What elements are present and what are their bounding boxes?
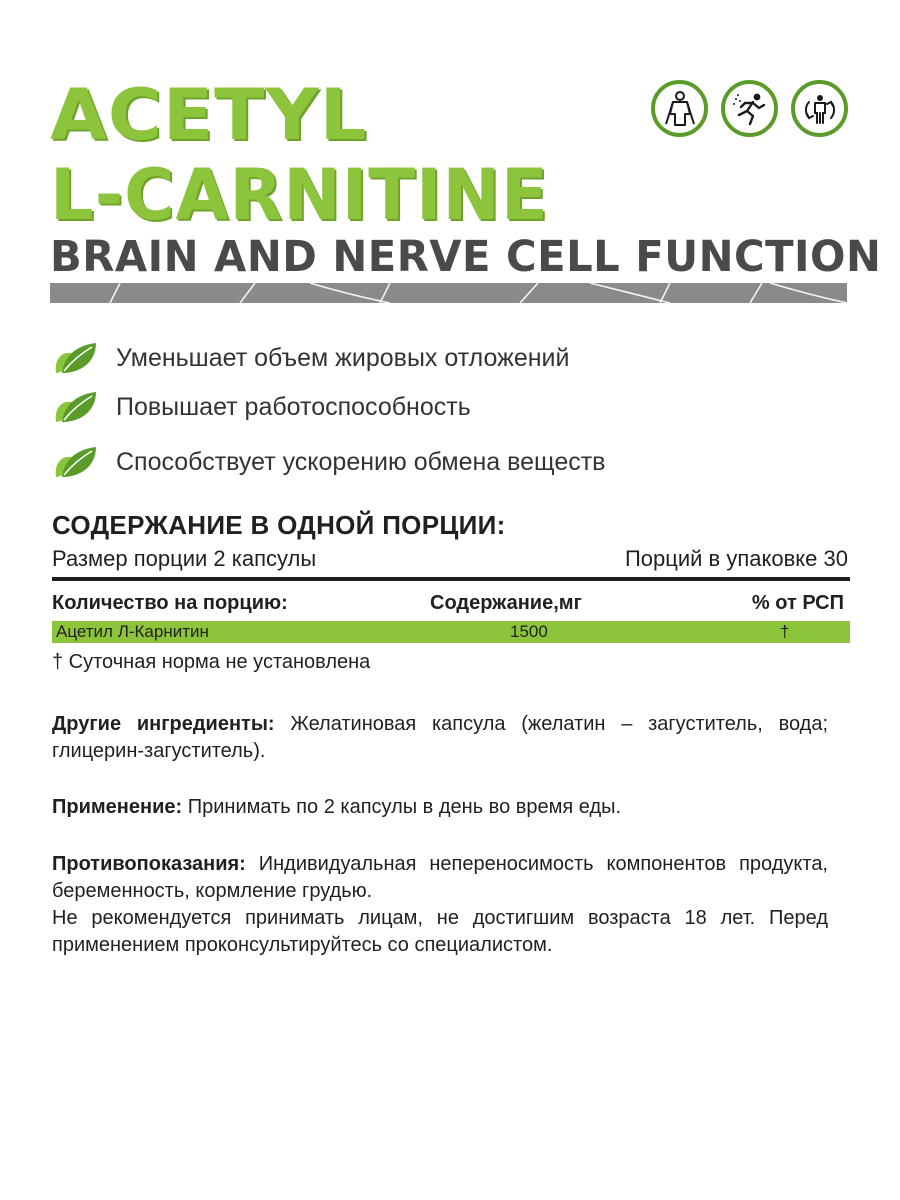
other-ingredients (52, 711, 828, 765)
leaf-icon (52, 388, 100, 426)
product-title-line1: ACETYL (50, 74, 368, 156)
runner-icon (721, 80, 778, 137)
facts-table-header (52, 592, 850, 620)
superhero-icon (651, 80, 708, 137)
facts-section-title: СОДЕРЖАНИЕ В ОДНОЙ ПОРЦИИ: (52, 510, 506, 540)
contraindications-text: Индивидуальная непереносимость компонентов продукта, беременность, кормление грудью. (52, 853, 828, 902)
dv-footnote: † Суточная норма не установлена (52, 651, 371, 673)
ingredient-dv: † (780, 622, 790, 641)
column-header-amount-per-serving: Количество на порцию: (52, 592, 288, 614)
servings-per-pack: Порций в упаковке 30 (624, 546, 848, 571)
table-row (52, 621, 850, 643)
serving-size: Размер порции 2 капсулы (52, 546, 317, 571)
other-ingredients-text: Желатиновая капсула (желатин – загуститель, вода; глицерин-загуститель). (52, 713, 829, 762)
leaf-icon (52, 339, 100, 377)
benefit-item (52, 388, 471, 426)
product-subtitle: BRAIN AND NERVE CELL FUNCTION (50, 232, 882, 282)
product-title-line2: L-CARNITINE (50, 154, 549, 236)
other-ingredients-label: Другие ингредиенты: (52, 713, 275, 735)
divider (52, 577, 850, 581)
ingredient-name: Ацетил Л-Карнитин (56, 622, 209, 641)
benefit-item (52, 339, 569, 377)
usage-text: Принимать по 2 капсулы в день во время еды. (182, 796, 622, 818)
serving-info (52, 546, 848, 572)
feature-icons (651, 80, 848, 137)
age-warning: Не рекомендуется принимать лицам, не достигшим возраста 18 лет. Перед применением проконсультируйтесь со специалистом. (52, 907, 828, 956)
benefit-text: Уменьшает объем жировых отложений (116, 343, 570, 372)
benefit-text: Повышает работоспособность (116, 392, 471, 421)
contraindications-label: Противопоказания: (52, 853, 246, 875)
usage-label: Применение: (52, 796, 183, 818)
benefit-item (52, 443, 605, 481)
body-recomposition-icon (791, 80, 848, 137)
decorative-stripe (50, 283, 847, 303)
ingredient-amount: 1500 (510, 622, 548, 641)
leaf-icon (52, 443, 100, 481)
column-header-dv: % от РСП (751, 592, 844, 614)
usage (52, 794, 828, 821)
contraindications (52, 851, 828, 905)
benefit-text: Способствует ускорению обмена веществ (116, 447, 606, 476)
column-header-content-mg: Содержание,мг (430, 592, 582, 614)
